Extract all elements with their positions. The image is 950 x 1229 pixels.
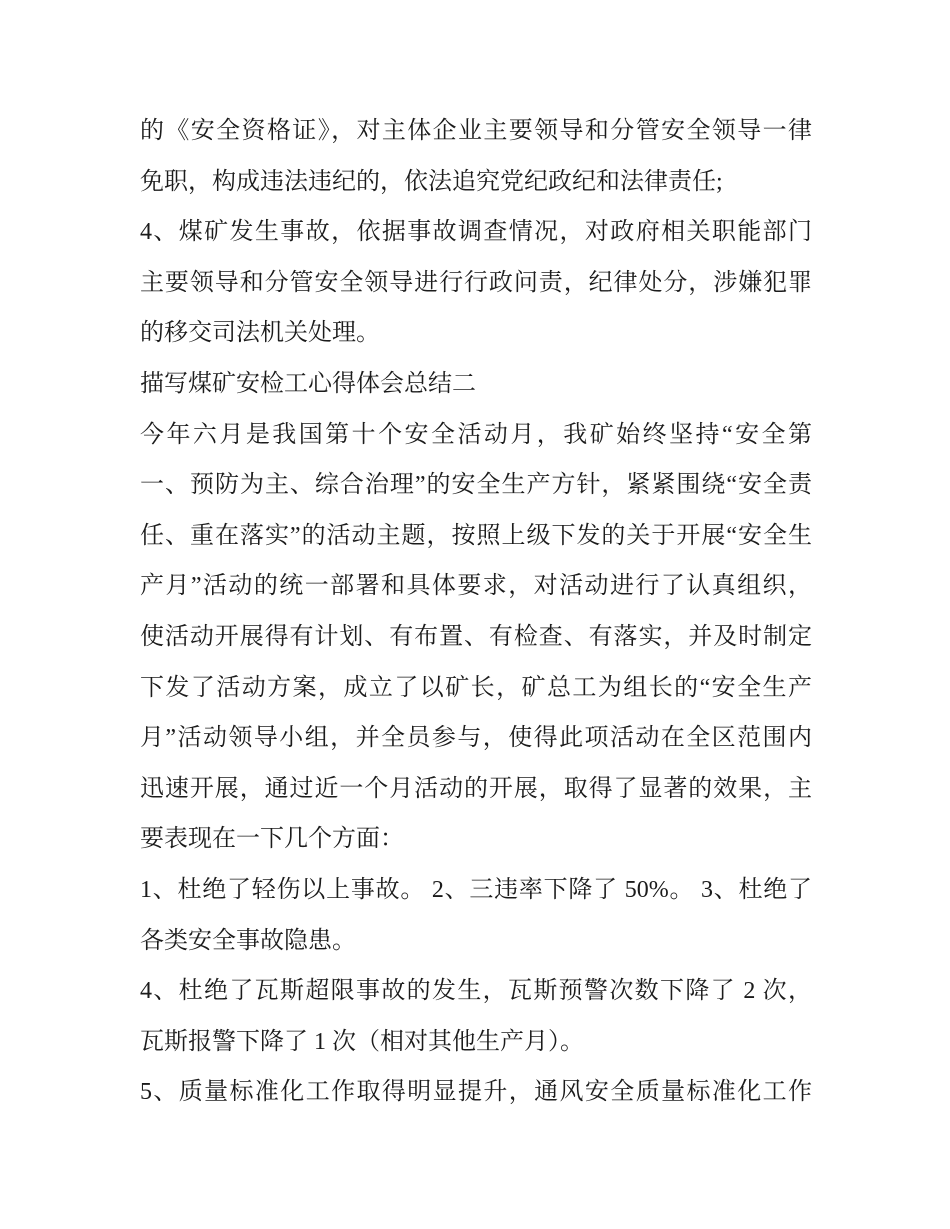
text-line: 一、预防为主、综合治理”的安全生产方针，紧紧围绕“安全责: [140, 472, 812, 499]
text-line: 主要领导和分管安全领导进行行政问责，纪律处分，涉嫌犯罪: [140, 269, 812, 296]
section-heading: 描写煤矿安检工心得体会总结二: [140, 370, 476, 397]
text-line: 使活动开展得有计划、有布置、有检查、有落实，并及时制定: [140, 623, 812, 650]
text-line: 4、杜绝了瓦斯超限事故的发生，瓦斯预警次数下降了 2 次，: [140, 978, 812, 1005]
text-line: 瓦斯报警下降了 1 次（相对其他生产月）。: [140, 1028, 584, 1055]
text-line: 下发了活动方案，成立了以矿长，矿总工为组长的“安全生产: [140, 674, 812, 701]
text-line: 要表现在一下几个方面：: [140, 826, 404, 853]
text-line: 免职，构成违法违纪的，依法追究党纪政纪和法律责任;: [140, 168, 723, 195]
text-line: 5、质量标准化工作取得明显提升，通风安全质量标准化工作: [140, 1079, 812, 1106]
text-line: 迅速开展，通过近一个月活动的开展，取得了显著的效果，主: [140, 775, 812, 802]
text-line: 的《安全资格证》，对主体企业主要领导和分管安全领导一律: [140, 118, 812, 144]
text-line: 各类安全事故隐患。: [140, 927, 356, 954]
text-line: 今年六月是我国第十个安全活动月，我矿始终坚持“安全第: [140, 421, 812, 448]
text-line: 月”活动领导小组，并全员参与，使得此项活动在全区范围内: [140, 725, 812, 752]
text-line: 产月”活动的统一部署和具体要求，对活动进行了认真组织，: [140, 573, 812, 600]
text-line: 4、煤矿发生事故，依据事故调查情况，对政府相关职能部门: [140, 219, 812, 246]
text-line: 1、杜绝了轻伤以上事故。 2、三违率下降了 50%。 3、杜绝了: [140, 876, 812, 903]
document-text-block: [140, 106, 812, 1118]
text-line: 任、重在落实”的活动主题，按照上级下发的关于开展“安全生: [140, 522, 812, 549]
text-line: 的移交司法机关处理。: [140, 320, 380, 347]
